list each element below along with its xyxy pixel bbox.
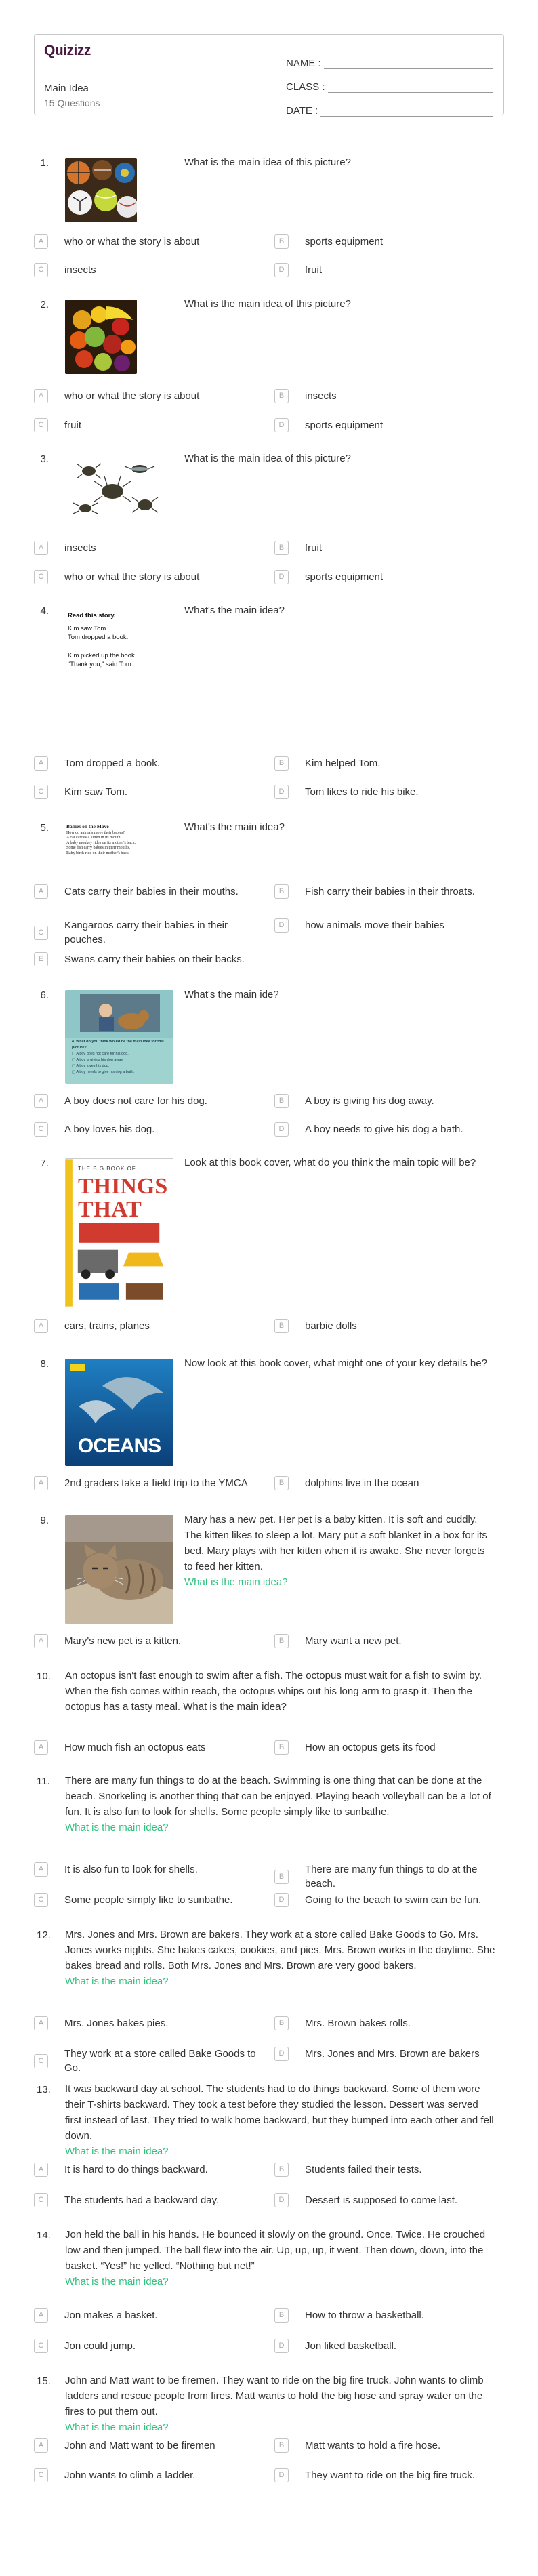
question-text: What is the main idea of this picture?	[184, 298, 351, 310]
option-text: John and Matt want to be firemen	[64, 2440, 215, 2451]
passage-line: Babies on the Move	[66, 823, 109, 830]
question-text: John and Matt want to be firemen. They want to ride on the big fire truck. John wants to climb ladders and rescue people from fires. Matt wants to hold the big hose and spray water on the fires to put them out.	[65, 2375, 484, 2417]
logo-text: Quizizz	[44, 43, 91, 58]
question-number: 1.	[40, 157, 49, 169]
question-text: Look at this book cover, what do you think the main topic will be?	[184, 1157, 476, 1168]
option-letter-badge: C	[34, 418, 48, 432]
question-text: What's the main idea?	[184, 821, 285, 833]
option-text: cars, trains, planes	[64, 1320, 150, 1332]
option-letter-badge: A	[34, 234, 48, 249]
option-text: Mary's new pet is a kitten.	[64, 1635, 182, 1647]
option-text: insects	[305, 390, 337, 402]
option-text: They work at a store called Bake Goods to Go.	[64, 2048, 256, 2074]
story-line: “Thank you,” said Tom.	[68, 661, 133, 668]
option-text: Going to the beach to swim can be fun.	[305, 1894, 482, 1906]
option-letter-badge: A	[34, 756, 48, 771]
worksheet-line: ▢ A boy needs to give his dog a bath.	[72, 1070, 135, 1074]
question-text-block	[184, 819, 496, 835]
answer-option[interactable]	[274, 785, 505, 799]
option-letter-badge: A	[34, 1862, 48, 1877]
passage-line: How do animals move their babies?	[66, 830, 125, 835]
question-text-block	[184, 155, 496, 170]
answer-option[interactable]	[34, 418, 271, 432]
answer-option[interactable]	[34, 1319, 271, 1333]
option-text: Matt wants to hold a fire hose.	[305, 2440, 441, 2451]
date-label: DATE :	[286, 105, 318, 117]
story-line: Read this story.	[68, 612, 116, 619]
question-text: What's the main ide?	[184, 989, 279, 1000]
answer-option[interactable]	[34, 389, 271, 403]
worksheet-line: ▢ A boy is giving his dog away.	[72, 1058, 124, 1062]
date-line[interactable]	[320, 100, 493, 117]
option-letter-badge: A	[34, 1634, 48, 1648]
class-line[interactable]	[328, 77, 493, 93]
option-letter-badge: A	[34, 2016, 48, 2030]
passage-line: Some fish carry babies in their mouths.	[66, 846, 131, 850]
question-text-block	[65, 2227, 496, 2289]
question-text-block	[184, 1155, 496, 1170]
answer-option[interactable]	[274, 884, 505, 899]
book-series-label: THE BIG BOOK OF	[78, 1166, 136, 1172]
option-letter-badge: C	[34, 2468, 48, 2482]
question-text-block	[65, 2081, 496, 2159]
worksheet-subtitle: 15 Questions	[44, 98, 100, 108]
option-text: It is also fun to look for shells.	[64, 1864, 198, 1875]
passage-line: A cat carries a kitten in its mouth.	[66, 836, 121, 840]
answer-option[interactable]	[34, 570, 271, 584]
option-letter-badge: D	[274, 2468, 289, 2482]
question-number: 5.	[40, 822, 49, 834]
option-text: How much fish an octopus eats	[64, 1742, 206, 1753]
option-letter-badge: B	[274, 756, 289, 771]
option-text: Kim saw Tom.	[64, 786, 128, 798]
fruit-photo	[65, 300, 137, 374]
option-text: sports equipment	[305, 571, 384, 583]
option-letter-badge: D	[274, 2193, 289, 2207]
option-letter-badge: B	[274, 1476, 289, 1490]
answer-option[interactable]	[274, 1740, 505, 1755]
story-line: Kim picked up the book.	[68, 652, 137, 659]
question-text-block	[65, 1668, 496, 1715]
question-text: What is the main idea of this picture?	[184, 157, 351, 168]
passage-line: A baby monkey rides on its mother's back.	[66, 840, 136, 845]
answer-option[interactable]	[34, 918, 271, 947]
question-text: There are many fun things to do at the beach. Swimming is one thing that can be done at the beach. Snorkeling is another thing that can be enjoyed. Playing beach volleyball can be a lot of fun. It is also fun to look for shells. Some people simply like to sunbathe.	[65, 1775, 491, 1818]
option-text: Fish carry their babies in their throats.	[305, 886, 475, 897]
option-text: How to throw a basketball.	[305, 2310, 424, 2321]
question-text-block	[65, 1773, 496, 1835]
question-text-block	[65, 2373, 496, 2435]
babies-on-the-move-text	[65, 823, 178, 874]
question-number: 15.	[37, 2375, 51, 2387]
answer-option[interactable]	[34, 2163, 271, 2177]
option-text: Mary want a new pet.	[305, 1635, 402, 1647]
question-prompt: What is the main idea?	[65, 1822, 169, 1833]
answer-option[interactable]	[34, 1893, 271, 1907]
question-text-block	[184, 1512, 496, 1590]
option-letter-badge: A	[34, 1476, 48, 1490]
answer-option[interactable]	[274, 2193, 505, 2207]
option-text: Mrs. Jones and Mrs. Brown are bakers	[305, 2048, 480, 2060]
option-text: who or what the story is about	[64, 390, 200, 402]
answer-option[interactable]	[34, 2438, 271, 2453]
question-number: 3.	[40, 453, 49, 465]
option-text: insects	[64, 542, 96, 554]
option-text: insects	[64, 264, 96, 276]
answer-option[interactable]	[34, 952, 271, 966]
option-text: Tom likes to ride his bike.	[305, 786, 419, 798]
question-number: 12.	[37, 1929, 51, 1941]
option-text: fruit	[305, 542, 323, 554]
answer-option[interactable]	[274, 1094, 505, 1108]
answer-option[interactable]	[274, 2339, 505, 2353]
option-letter-badge: A	[34, 2438, 48, 2453]
answer-option[interactable]	[274, 756, 505, 771]
answer-option[interactable]	[34, 2047, 271, 2075]
option-text: Kim helped Tom.	[305, 758, 381, 769]
answer-option[interactable]	[274, 918, 505, 933]
question-text: Now look at this book cover, what might one of your key details be?	[184, 1357, 487, 1369]
question-number: 6.	[40, 989, 49, 1001]
option-letter-badge: A	[34, 1319, 48, 1333]
book-cover-oceans	[65, 1359, 173, 1466]
question-number: 10.	[37, 1671, 51, 1682]
option-text: Mrs. Brown bakes rolls.	[305, 2018, 411, 2029]
option-text: They want to ride on the big fire truck.	[305, 2470, 475, 2481]
name-label: NAME :	[286, 58, 321, 69]
option-letter-badge: C	[34, 2193, 48, 2207]
option-text: fruit	[64, 420, 82, 431]
answer-option[interactable]	[34, 2308, 271, 2323]
option-text: fruit	[305, 264, 323, 276]
class-label: CLASS :	[286, 81, 325, 93]
book-title: OCEANS	[77, 1435, 161, 1457]
answer-option[interactable]	[34, 1862, 271, 1877]
option-text: Cats carry their babies in their mouths.	[64, 886, 239, 897]
option-letter-badge: D	[274, 1893, 289, 1907]
answer-option[interactable]	[274, 2163, 505, 2177]
worksheet-line: ▢ A boy loves his dog.	[72, 1064, 110, 1068]
answer-option[interactable]	[274, 263, 505, 277]
kitten-photo	[65, 1515, 173, 1624]
question-prompt: What is the main idea?	[65, 1976, 169, 1987]
question-text-block	[184, 451, 496, 466]
book-title-line: THINGS	[78, 1174, 168, 1199]
option-letter-badge: B	[274, 2438, 289, 2453]
question-text: Mary has a new pet. Her pet is a baby kitten. It is soft and cuddly. The kitten likes to sleep a lot. Mary put a soft blanket in a box for its bed. Mary plays with her kitten when it is awake. She never forgets to feed her kitten.	[184, 1514, 487, 1572]
worksheet-header	[34, 34, 504, 115]
worksheet-title: Main Idea	[44, 83, 89, 94]
name-field[interactable]	[286, 45, 493, 69]
option-letter-badge: B	[274, 2016, 289, 2030]
option-text: sports equipment	[305, 420, 384, 431]
answer-option[interactable]	[274, 1319, 505, 1333]
option-letter-badge: D	[274, 2047, 289, 2061]
option-letter-badge: B	[274, 389, 289, 403]
option-letter-badge: A	[34, 541, 48, 555]
option-letter-badge: D	[274, 263, 289, 277]
option-letter-badge: B	[274, 2163, 289, 2177]
option-letter-badge: D	[274, 918, 289, 933]
option-text: Mrs. Jones bakes pies.	[64, 2018, 169, 2029]
answer-option[interactable]	[274, 2047, 505, 2061]
answer-option[interactable]	[274, 234, 505, 249]
option-letter-badge: B	[274, 1870, 289, 1884]
option-text: Kangaroos carry their babies in their pouches.	[64, 920, 228, 945]
answer-option[interactable]	[274, 541, 505, 555]
option-letter-badge: C	[34, 926, 48, 940]
question-prompt: What is the main idea?	[65, 2421, 169, 2433]
answer-option[interactable]	[274, 1476, 505, 1490]
option-text: sports equipment	[305, 236, 384, 247]
insects-illustration	[65, 454, 167, 527]
answer-option[interactable]	[34, 2468, 271, 2482]
option-letter-badge: C	[34, 785, 48, 799]
option-text: Tom dropped a book.	[64, 758, 160, 769]
question-number: 14.	[37, 2230, 51, 2241]
option-text: The students had a backward day.	[64, 2194, 220, 2206]
option-text: Jon could jump.	[64, 2340, 136, 2352]
option-letter-badge: C	[34, 263, 48, 277]
option-letter-badge: C	[34, 1893, 48, 1907]
answer-option[interactable]	[34, 2339, 271, 2353]
question-prompt: What is the main idea?	[65, 2276, 169, 2287]
option-text: Jon makes a basket.	[64, 2310, 158, 2321]
option-text: how animals move their babies	[305, 920, 444, 931]
answer-option[interactable]	[274, 2468, 505, 2482]
quizizz-logo	[44, 43, 91, 59]
answer-option[interactable]	[34, 2193, 271, 2207]
option-letter-badge: D	[274, 2339, 289, 2353]
question-text: An octopus isn't fast enough to swim after a fish. The octopus must wait for a fish to swim by. When the fish comes within reach, the octopus whips out his long arm to grasp it. Then the octopus has a tasty meal. What is the main idea?	[65, 1670, 482, 1713]
option-letter-badge: B	[274, 541, 289, 555]
option-letter-badge: A	[34, 1740, 48, 1755]
answer-option[interactable]	[34, 1122, 271, 1137]
story-line: Kim saw Tom.	[68, 625, 108, 632]
name-line[interactable]	[324, 53, 493, 69]
worksheet-line: ▢ A boy does not care for his dog.	[72, 1052, 129, 1056]
option-text: who or what the story is about	[64, 571, 200, 583]
question-number: 13.	[37, 2084, 51, 2095]
option-letter-badge: A	[34, 2308, 48, 2323]
option-letter-badge: C	[34, 2339, 48, 2353]
worksheet-line: 4. What do you think would be the main idea for this picture?	[72, 1040, 164, 1050]
option-text: John wants to climb a ladder.	[64, 2470, 196, 2481]
story-line: Tom dropped a book.	[68, 634, 129, 641]
option-letter-badge: C	[34, 1122, 48, 1137]
option-letter-badge: C	[34, 2054, 48, 2068]
option-letter-badge: B	[274, 1319, 289, 1333]
question-text-block	[65, 1927, 496, 1989]
option-letter-badge: B	[274, 2308, 289, 2323]
answer-option[interactable]	[274, 1893, 505, 1907]
question-prompt: What is the main idea?	[184, 1576, 288, 1588]
option-text: There are many fun things to do at the beach.	[305, 1864, 478, 1889]
answer-option[interactable]	[274, 2308, 505, 2323]
option-letter-badge: A	[34, 884, 48, 899]
answer-option[interactable]	[274, 1634, 505, 1648]
answer-option[interactable]	[274, 418, 505, 432]
option-text: dolphins live in the ocean	[305, 1477, 419, 1489]
answer-option[interactable]	[34, 541, 271, 555]
option-text: Some people simply like to sunbathe.	[64, 1894, 233, 1906]
answer-option[interactable]	[274, 2438, 505, 2453]
answer-option[interactable]	[274, 1122, 505, 1137]
passage-line: Baby birds ride on their mother's back.	[66, 851, 130, 855]
option-letter-badge: B	[274, 234, 289, 249]
question-number: 7.	[40, 1158, 49, 1169]
option-text: It is hard to do things backward.	[64, 2164, 208, 2175]
option-text: Dessert is supposed to come last.	[305, 2194, 458, 2206]
option-letter-badge: A	[34, 2163, 48, 2177]
option-text: who or what the story is about	[64, 236, 200, 247]
question-number: 11.	[37, 1776, 50, 1787]
question-number: 8.	[40, 1358, 49, 1370]
answer-option[interactable]	[274, 570, 505, 584]
question-text-block	[184, 1355, 496, 1371]
option-text: A boy needs to give his dog a bath.	[305, 1124, 463, 1135]
option-letter-badge: D	[274, 418, 289, 432]
answer-option[interactable]	[34, 1634, 271, 1648]
question-text-block	[184, 987, 496, 1002]
question-text: Jon held the ball in his hands. He bounced it slowly on the ground. Once. Twice. He crouched low and then jumped. The ball flew into the air. Up, up, up, it went. Then down, down, into the basket. “Yes!” he yelled. “Nothing but net!”	[65, 2229, 486, 2272]
answer-option[interactable]	[34, 785, 271, 799]
option-letter-badge: B	[274, 884, 289, 899]
option-text: A boy loves his dog.	[64, 1124, 155, 1135]
option-letter-badge: B	[274, 1740, 289, 1755]
option-letter-badge: D	[274, 570, 289, 584]
option-text: Swans carry their babies on their backs.	[64, 954, 245, 965]
question-text-block	[184, 296, 496, 312]
answer-option[interactable]	[34, 263, 271, 277]
option-letter-badge: A	[34, 1094, 48, 1108]
answer-option[interactable]	[34, 884, 271, 899]
option-text: How an octopus gets its food	[305, 1742, 436, 1753]
option-letter-badge: A	[34, 389, 48, 403]
question-text: It was backward day at school. The students had to do things backward. Some of them wore their T-shirts backward. They took a test before they studied the lesson. Dessert was served first instead of last. They tried to walk home backward, but they bumped into each other and fell down.	[65, 2083, 494, 2142]
book-title-line: THAT GO	[78, 1197, 142, 1248]
answer-option[interactable]	[34, 234, 271, 249]
question-text: Mrs. Jones and Mrs. Brown are bakers. They work at a store called Bake Goods to Go. Mrs. Jones works nights. She bakes cakes, cookies, and pies. Mrs. Brown works in the daytime. She bakes bread and rolls. Both Mrs. Jones and Mrs. Brown are very good bakers.	[65, 1929, 495, 1971]
answer-option[interactable]	[34, 1094, 271, 1108]
boy-and-dog-worksheet	[65, 990, 173, 1084]
question-text: What's the main idea?	[184, 605, 285, 616]
option-text: 2nd graders take a field trip to the YMCA	[64, 1477, 248, 1489]
option-text: Jon liked basketball.	[305, 2340, 397, 2352]
answer-option[interactable]	[274, 1862, 505, 1891]
book-cover-things-that-go	[65, 1158, 173, 1307]
answer-option[interactable]	[34, 756, 271, 771]
question-text-block	[184, 602, 496, 618]
option-text: Students failed their tests.	[305, 2164, 422, 2175]
date-field[interactable]	[286, 93, 493, 117]
option-letter-badge: C	[34, 570, 48, 584]
answer-option[interactable]	[34, 2016, 271, 2030]
answer-option[interactable]	[274, 389, 505, 403]
option-letter-badge: D	[274, 785, 289, 799]
option-text: barbie dolls	[305, 1320, 357, 1332]
option-text: A boy does not care for his dog.	[64, 1095, 207, 1107]
answer-option[interactable]	[34, 1476, 271, 1490]
option-letter-badge: E	[34, 952, 48, 966]
answer-option[interactable]	[34, 1740, 271, 1755]
question-number: 4.	[40, 605, 49, 617]
option-letter-badge: D	[274, 1122, 289, 1137]
answer-option[interactable]	[274, 2016, 505, 2030]
option-text: A boy is giving his dog away.	[305, 1095, 434, 1107]
option-letter-badge: B	[274, 1094, 289, 1108]
sports-balls-photo	[65, 158, 137, 222]
option-letter-badge: B	[274, 1634, 289, 1648]
student-fields	[286, 45, 493, 117]
class-field[interactable]	[286, 69, 493, 93]
question-prompt: What is the main idea?	[65, 2146, 169, 2157]
question-number: 9.	[40, 1515, 49, 1526]
story-card	[65, 606, 167, 693]
question-number: 2.	[40, 299, 49, 310]
question-text: What is the main idea of this picture?	[184, 453, 351, 464]
